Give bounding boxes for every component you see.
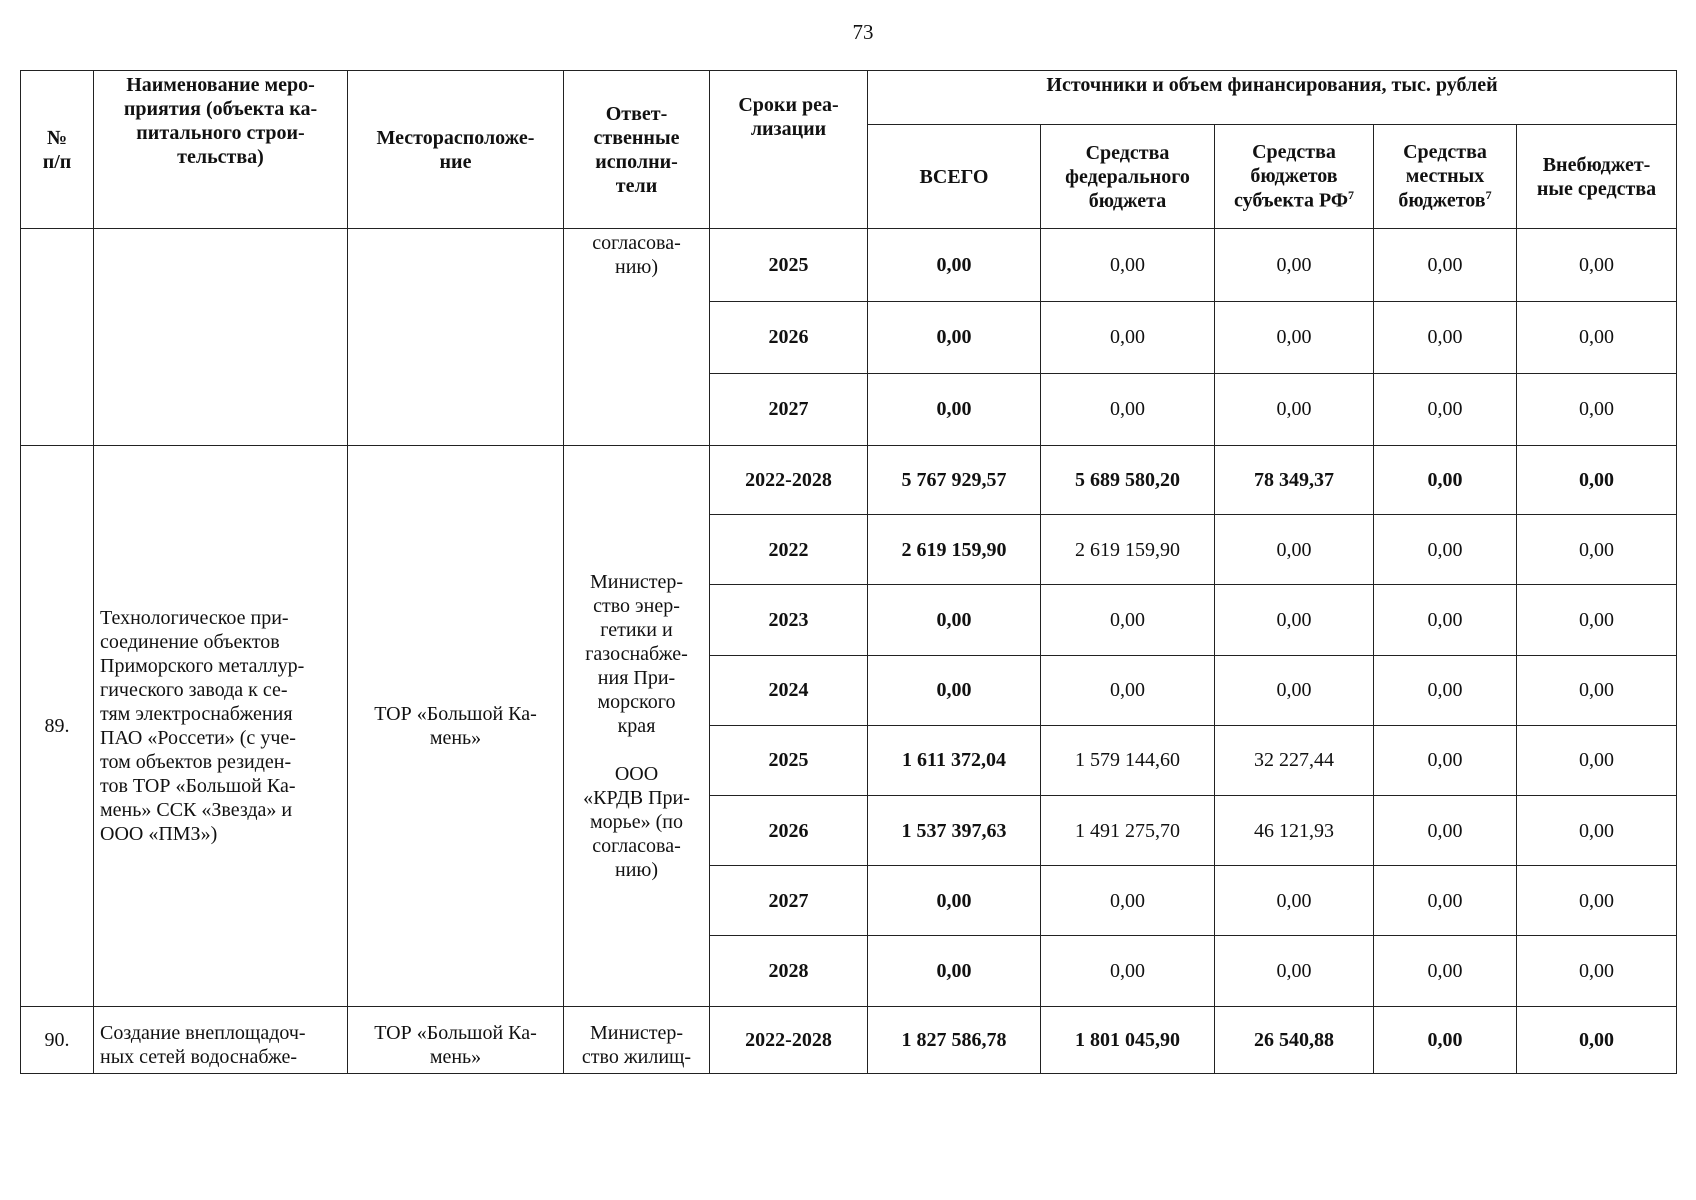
cell-offbudget: 0,00	[1517, 446, 1677, 515]
cell-total: 0,00	[868, 866, 1041, 936]
cell-year: 2028	[710, 936, 868, 1006]
cell-total: 2 619 159,90	[868, 515, 1041, 585]
cell-local: 0,00	[1374, 796, 1517, 866]
cell-total: 5 767 929,57	[868, 446, 1041, 515]
table-row	[21, 446, 1677, 515]
cell-federal: 0,00	[1041, 301, 1215, 373]
cell-regional: 46 121,93	[1215, 796, 1374, 866]
cell-local: 0,00	[1374, 515, 1517, 585]
cell-local: 0,00	[1374, 936, 1517, 1006]
cell-offbudget: 0,00	[1517, 373, 1677, 445]
cell-year: 2026	[710, 796, 868, 866]
cell-regional: 0,00	[1215, 515, 1374, 585]
cell-year: 2022	[710, 515, 868, 585]
cell-federal: 1 491 275,70	[1041, 796, 1215, 866]
cell-local: 0,00	[1374, 585, 1517, 655]
cell-offbudget: 0,00	[1517, 725, 1677, 795]
cell-local: 0,00	[1374, 655, 1517, 725]
cell-item-location: ТОР «Большой Ка- мень»	[348, 1006, 564, 1073]
cell-item-executors: Министер- ство жилищ-	[564, 1006, 710, 1073]
cell-year: 2022-2028	[710, 1006, 868, 1073]
cell-federal: 5 689 580,20	[1041, 446, 1215, 515]
cell-regional: 0,00	[1215, 936, 1374, 1006]
cell-year: 2024	[710, 655, 868, 725]
cell-local: 0,00	[1374, 373, 1517, 445]
cell-federal: 0,00	[1041, 936, 1215, 1006]
cell-federal: 0,00	[1041, 229, 1215, 301]
cell-regional: 78 349,37	[1215, 446, 1374, 515]
cell-total: 0,00	[868, 301, 1041, 373]
cell-offbudget: 0,00	[1517, 301, 1677, 373]
cell-offbudget: 0,00	[1517, 936, 1677, 1006]
col-header-terms: Сроки реа- лизации	[710, 71, 868, 229]
cell-year: 2023	[710, 585, 868, 655]
col-header-total: ВСЕГО	[868, 125, 1041, 229]
financing-table	[20, 70, 1677, 1074]
table-row	[21, 1006, 1677, 1073]
col-header-financing: Источники и объем финансирования, тыс. рублей	[868, 71, 1677, 125]
cell-regional: 0,00	[1215, 866, 1374, 936]
cell-regional: 32 227,44	[1215, 725, 1374, 795]
col-header-executors: Ответ- ственные исполни- тели	[564, 71, 710, 229]
cell-item-executors: Министер- ство энер- гетики и газоснабже- ния При- морского края ООО «КРДВ При- морье» (по согласова- нию)	[564, 446, 710, 1007]
cell-local: 0,00	[1374, 866, 1517, 936]
cell-total: 1 537 397,63	[868, 796, 1041, 866]
cell-local: 0,00	[1374, 1006, 1517, 1073]
cell-location-empty	[348, 229, 564, 446]
cell-regional: 0,00	[1215, 373, 1374, 445]
col-header-regional: Средства бюджетов субъекта $РФ^7$	[1215, 125, 1374, 229]
cell-federal: 1 579 144,60	[1041, 725, 1215, 795]
cell-offbudget: 0,00	[1517, 1006, 1677, 1073]
cell-number-empty	[21, 229, 94, 446]
cell-local: 0,00	[1374, 301, 1517, 373]
col-header-local: Средства местных бюджетов$^7$	[1374, 125, 1517, 229]
cell-item-number: 90.	[21, 1006, 94, 1073]
cell-offbudget: 0,00	[1517, 585, 1677, 655]
cell-item-number: 89.	[21, 446, 94, 1007]
cell-year: 2025	[710, 229, 868, 301]
cell-federal: 0,00	[1041, 585, 1215, 655]
cell-federal: 0,00	[1041, 866, 1215, 936]
cell-year: 2027	[710, 866, 868, 936]
cell-year: 2022-2028	[710, 446, 868, 515]
cell-local: 0,00	[1374, 229, 1517, 301]
col-header-federal: Средства федерального бюджета	[1041, 125, 1215, 229]
cell-total: 1 827 586,78	[868, 1006, 1041, 1073]
cell-regional: 0,00	[1215, 585, 1374, 655]
cell-total: 0,00	[868, 373, 1041, 445]
cell-item-location: ТОР «Большой Ка- мень»	[348, 446, 564, 1007]
cell-regional: 0,00	[1215, 229, 1374, 301]
cell-federal: 2 619 159,90	[1041, 515, 1215, 585]
header-row-top	[21, 71, 1677, 125]
cell-total: 0,00	[868, 585, 1041, 655]
col-header-number: № п/п	[21, 71, 94, 229]
cell-regional: 26 540,88	[1215, 1006, 1374, 1073]
cell-offbudget: 0,00	[1517, 866, 1677, 936]
cell-local: 0,00	[1374, 446, 1517, 515]
cell-local: 0,00	[1374, 725, 1517, 795]
cell-total: 1 611 372,04	[868, 725, 1041, 795]
cell-offbudget: 0,00	[1517, 796, 1677, 866]
col-header-offbudget: Внебюджет- ные средства	[1517, 125, 1677, 229]
cell-federal: 0,00	[1041, 373, 1215, 445]
cell-year: 2026	[710, 301, 868, 373]
cell-total: 0,00	[868, 936, 1041, 1006]
cell-regional: 0,00	[1215, 301, 1374, 373]
cell-item-name: Технологическое при- соединение объектов Приморского металлур- гического завода к се- тям электроснабжения ПАО «Россети» (с уче- том объектов резиден- тов ТОР «Большой Ка- мень» ССК «Звезда» и ООО «ПМЗ»)	[94, 446, 348, 1007]
cell-offbudget: 0,00	[1517, 515, 1677, 585]
cell-regional: 0,00	[1215, 655, 1374, 725]
col-header-name: Наименование меро- приятия (объекта ка- питального строи- тельства)	[94, 71, 348, 229]
cell-executor-continued: согласова- нию)	[564, 229, 710, 446]
cell-item-name: Создание внеплощадоч- ных сетей водоснабже-	[94, 1006, 348, 1073]
page-number: 73	[852, 20, 874, 44]
cell-total: 0,00	[868, 655, 1041, 725]
col-header-location: Месторасположе- ние	[348, 71, 564, 229]
cell-federal: 0,00	[1041, 655, 1215, 725]
cell-offbudget: 0,00	[1517, 229, 1677, 301]
cell-name-empty	[94, 229, 348, 446]
cell-year: 2025	[710, 725, 868, 795]
cell-total: 0,00	[868, 229, 1041, 301]
table-row	[21, 229, 1677, 301]
cell-federal: 1 801 045,90	[1041, 1006, 1215, 1073]
cell-offbudget: 0,00	[1517, 655, 1677, 725]
cell-year: 2027	[710, 373, 868, 445]
